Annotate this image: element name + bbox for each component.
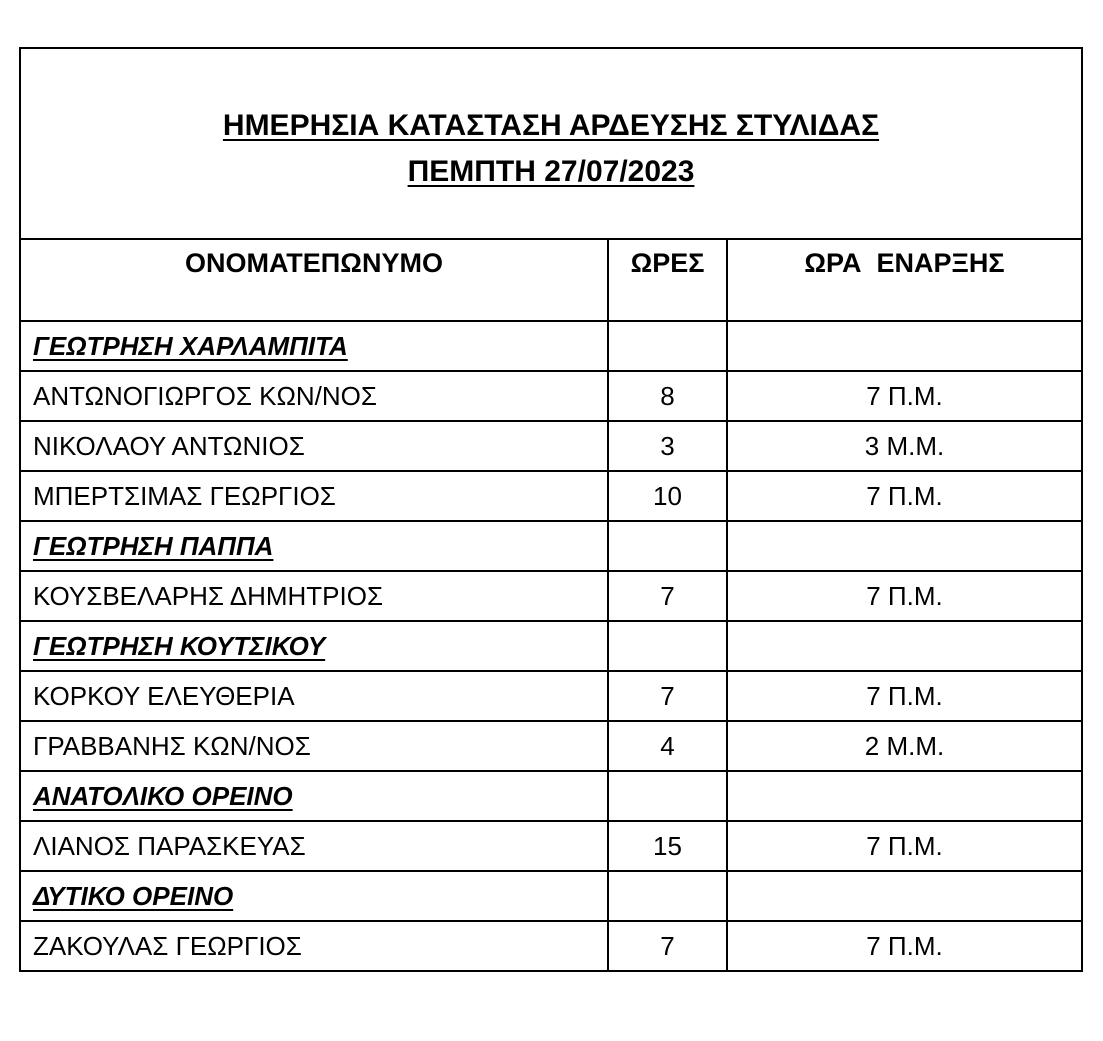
section-title: ΓΕΩΤΡΗΣΗ ΧΑΡΛΑΜΠΙΤΑ xyxy=(20,321,608,371)
hours-cell xyxy=(608,621,727,671)
hours-cell: 15 xyxy=(608,821,727,871)
section-row xyxy=(20,521,1082,571)
start-time-cell xyxy=(727,521,1082,571)
start-time-cell: 7 Π.Μ. xyxy=(727,671,1082,721)
hours-cell xyxy=(608,521,727,571)
hours-cell: 7 xyxy=(608,571,727,621)
section-title: ΔΥΤΙΚΟ ΟΡΕΙΝΟ xyxy=(20,871,608,921)
start-time-cell: 7 Π.Μ. xyxy=(727,371,1082,421)
section-title: ΓΕΩΤΡΗΣΗ ΚΟΥΤΣΙΚΟΥ xyxy=(20,621,608,671)
person-name: ΖΑΚΟΥΛΑΣ ΓΕΩΡΓΙΟΣ xyxy=(20,921,608,971)
table-body xyxy=(20,321,1082,971)
hours-cell: 7 xyxy=(608,921,727,971)
section-row xyxy=(20,771,1082,821)
title-cell xyxy=(20,48,1082,239)
person-name: ΑΝΤΩΝΟΓΙΩΡΓΟΣ ΚΩΝ/ΝΟΣ xyxy=(20,371,608,421)
title-row xyxy=(20,48,1082,239)
hours-cell: 7 xyxy=(608,671,727,721)
section-row xyxy=(20,871,1082,921)
person-name: ΚΟΡΚΟΥ ΕΛΕΥΘΕΡΙΑ xyxy=(20,671,608,721)
start-time-cell: 7 Π.Μ. xyxy=(727,471,1082,521)
section-row xyxy=(20,321,1082,371)
hours-cell: 4 xyxy=(608,721,727,771)
start-time-cell xyxy=(727,321,1082,371)
irrigation-schedule-table xyxy=(19,47,1083,972)
column-header-name: ΟΝΟΜΑΤΕΠΩΝΥΜΟ xyxy=(20,239,608,321)
column-header-hours: ΩΡΕΣ xyxy=(608,239,727,321)
table-row xyxy=(20,471,1082,521)
start-time-cell: 3 Μ.Μ. xyxy=(727,421,1082,471)
hours-cell: 3 xyxy=(608,421,727,471)
hours-cell: 10 xyxy=(608,471,727,521)
table-row xyxy=(20,571,1082,621)
table-row xyxy=(20,821,1082,871)
table-row xyxy=(20,371,1082,421)
hours-cell xyxy=(608,771,727,821)
person-name: ΜΠΕΡΤΣΙΜΑΣ ΓΕΩΡΓΙΟΣ xyxy=(20,471,608,521)
document-title: ΗΜΕΡΗΣΙΑ ΚΑΤΑΣΤΑΣΗ ΑΡΔΕΥΣΗΣ ΣΤΥΛΙΔΑΣ xyxy=(222,108,880,142)
person-name: ΛΙΑΝΟΣ ΠΑΡΑΣΚΕΥΑΣ xyxy=(20,821,608,871)
hours-cell xyxy=(608,321,727,371)
table-row xyxy=(20,921,1082,971)
start-time-cell xyxy=(727,771,1082,821)
start-time-cell: 7 Π.Μ. xyxy=(727,921,1082,971)
section-row xyxy=(20,621,1082,671)
hours-cell: 8 xyxy=(608,371,727,421)
section-title: ΓΕΩΤΡΗΣΗ ΠΑΠΠΑ xyxy=(20,521,608,571)
column-header-start-time: ΩΡΑ ΕΝΑΡΞΗΣ xyxy=(727,239,1082,321)
document-date: ΠΕΜΠΤΗ 27/07/2023 xyxy=(407,154,695,188)
table-row xyxy=(20,421,1082,471)
table-row xyxy=(20,721,1082,771)
start-time-cell: 2 Μ.Μ. xyxy=(727,721,1082,771)
start-time-cell xyxy=(727,621,1082,671)
header-row xyxy=(20,239,1082,321)
start-time-cell: 7 Π.Μ. xyxy=(727,571,1082,621)
person-name: ΚΟΥΣΒΕΛΑΡΗΣ ΔΗΜΗΤΡΙΟΣ xyxy=(20,571,608,621)
start-time-cell xyxy=(727,871,1082,921)
person-name: ΝΙΚΟΛΑΟΥ ΑΝΤΩΝΙΟΣ xyxy=(20,421,608,471)
section-title: ΑΝΑΤΟΛΙΚΟ ΟΡΕΙΝΟ xyxy=(20,771,608,821)
table-row xyxy=(20,671,1082,721)
person-name: ΓΡΑΒΒΑΝΗΣ ΚΩΝ/ΝΟΣ xyxy=(20,721,608,771)
start-time-cell: 7 Π.Μ. xyxy=(727,821,1082,871)
hours-cell xyxy=(608,871,727,921)
